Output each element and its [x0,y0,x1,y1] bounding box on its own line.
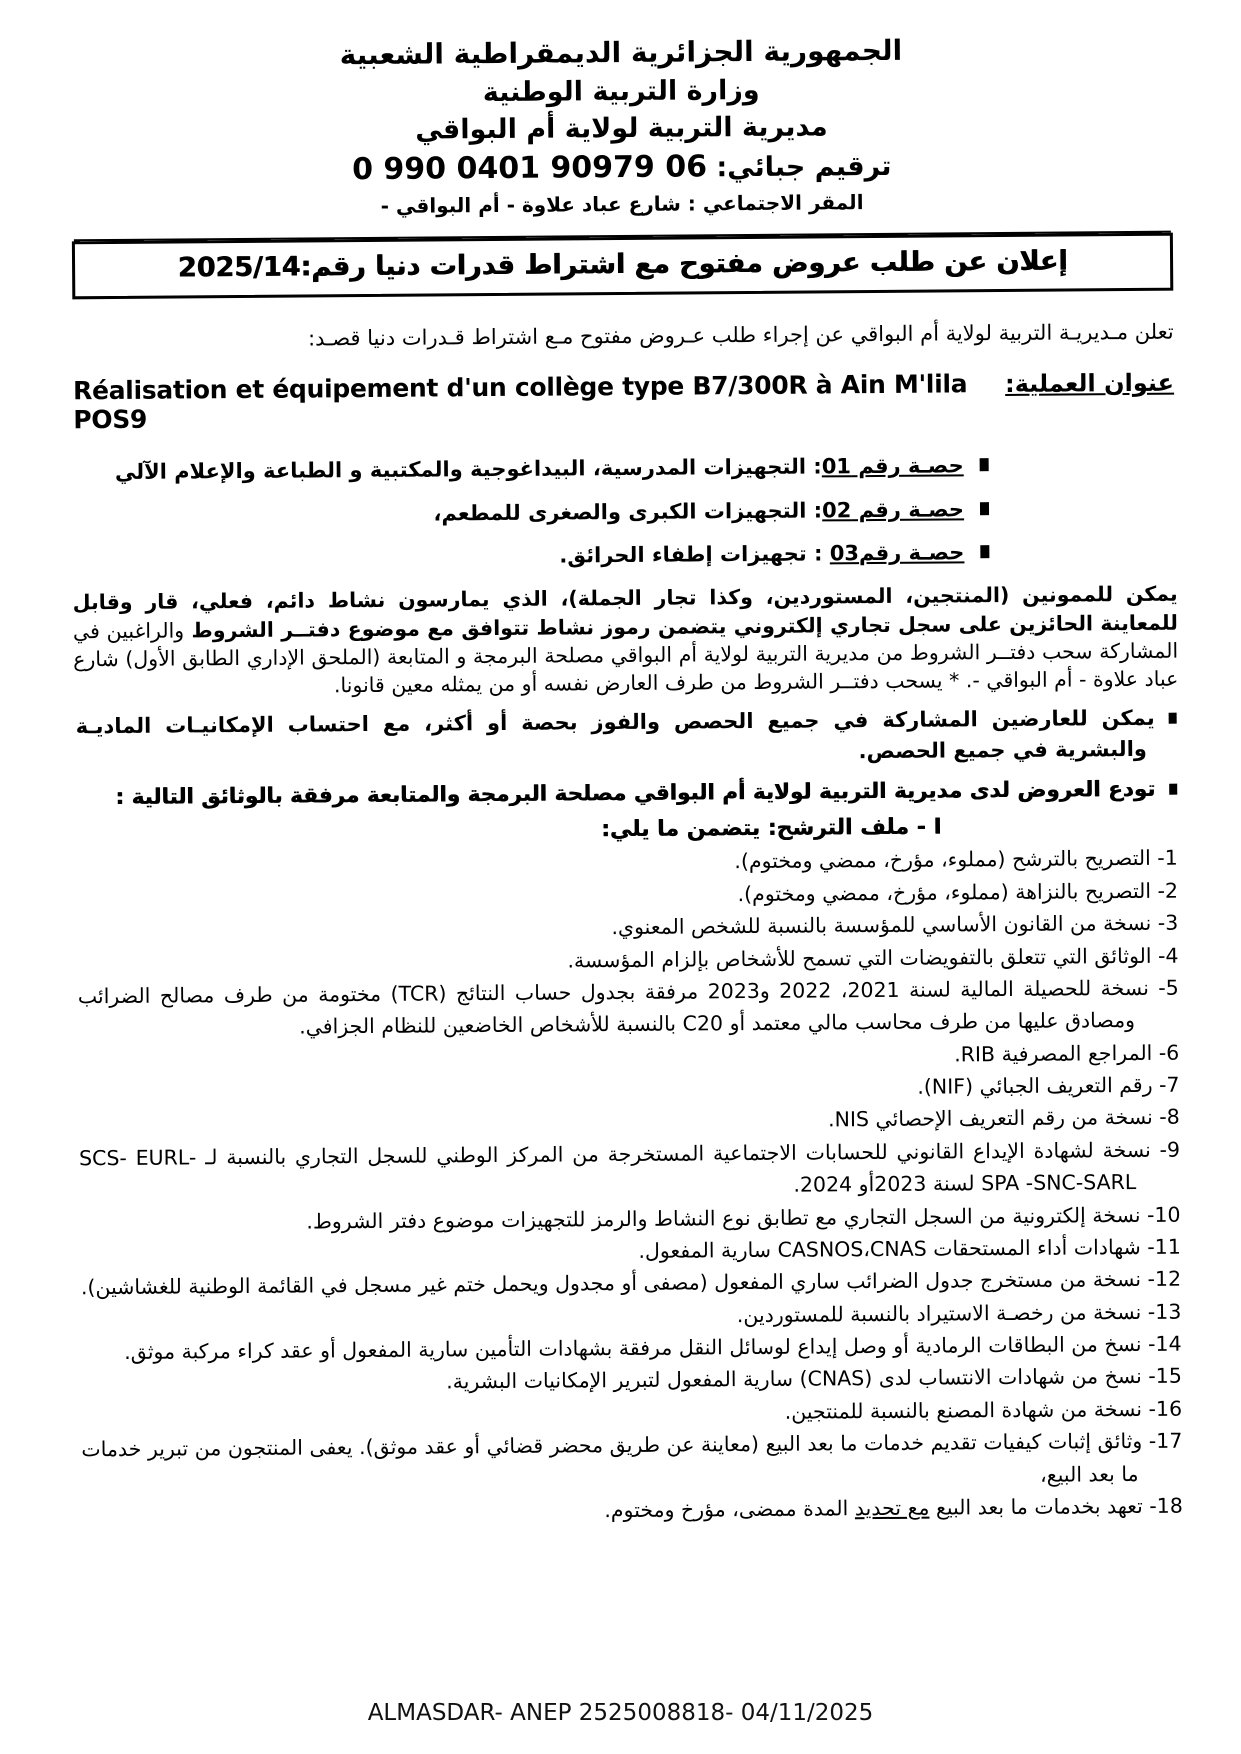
square-bullet-icon [980,458,989,471]
list-item: 13- نسخة من رخصـة الاستيراد بالنسبة للمستوردين. [736,1299,1182,1327]
intro-paragraph: تعلن مـديريـة التربية لولاية أم البواقي عن إجراء طلب عـروض مفتوح مـع اشتراط قـدرات دنيا قصـد: [307,319,1174,351]
list-item: 12- نسخة من مستخرج جدول الضرائب ساري المفعول (مصفى أو مجدول ويحمل ختم غير مسجل في القائمة الوطنية للغشاشين). [80,1266,1182,1300]
dossier-section-heading: I - ملف الترشح: يتضمن ما يلي: [600,814,942,843]
submission-text: تودع العروض لدى مديرية التربية لولاية أم البواقي مصلحة البرمجة والمتابعة مرفقة بالوثائق التالية : [115,777,1156,811]
lot-item-2 [72,495,989,531]
lot-label: حصـة رقم 01 [821,453,964,479]
list-item: 7- رقم التعريف الجبائي (NIF). [917,1072,1180,1099]
lot-text: : التجهيزات المدرسية، البيداغوجية والمكتبية و الطباعة والإعلام الآلي [114,454,822,485]
lot-item-1 [72,451,989,487]
square-bullet-icon [1169,713,1177,724]
list-item: 3- نسخة من القانون الأساسي للمؤسسة بالنسبة للشخص المعنوي. [611,910,1179,940]
list-item: 10- نسخة إلكترونية من السجل التجاري مع تطابق نوع النشاط والرمز للتجهيزات موضوع دفتر الشروط. [306,1202,1181,1234]
list-item: 16- نسخة من شهادة المصنع بالنسبة للمنتجين. [784,1396,1183,1424]
republic-name: الجمهورية الجزائرية الديمقراطية الشعبية [339,33,903,72]
list-item: 17- وثائق إثبات كيفيات تقديم خدمات ما بعد البيع (معاينة عن طريق محضر قضائي أو عقد موثق). يعفى المنتجون من تبرير خدمات ما بعد البيع، [81,1428,1183,1487]
suppliers-paragraph-regular: والراغبين في المشاركة سحب دفتــر الشروط من مديرية التربية لولاية أم البواقي مصلحة البرمجة و المتابعة (الملحق الإداري الطابق الأول) شارع عباد علاوة - أم البواقي -. * يسحب دفتــر الشروط من طرف العارض نفسه أو من يمثله معين قانونا. [72,617,1179,698]
square-bullet-icon [980,502,989,515]
submission-bullet [76,774,1177,814]
item18-pre: 18- تعهد بخدمات ما بعد البيع [929,1493,1183,1520]
list-item: 2- التصريح بالنزاهة (مملوء، مؤرخ، ممضي ومختوم). [737,878,1179,906]
item18-post: المدة ممضى، مؤرخ ومختوم. [604,1496,855,1523]
lots-list [72,451,990,573]
ministry-name: وزارة التربية الوطنية [482,74,760,108]
suppliers-paragraph [73,580,1179,702]
directorate-name: مديرية التربية لولاية أم البواقي [415,111,828,146]
participation-bullet [76,703,1177,773]
headquarters-address: المقر الاجتماعي : شارع عباد علاوة - أم البواقي - [380,189,864,218]
suppliers-paragraph-bold: يمكن للممونين (المنتجين، المستوردين، وكذا تجار الجملة)، الذي يمارسون نشاط دائم، فعلي، قار وقابل للمعاينة الحائزين على سجل تجاري إلكتروني يتضمن رموز نشاط تتوافق مع موضوع دفتــر الشروط [72,581,1179,642]
operation-title-french: Réalisation et équipement d'un collège type B7/300R à Ain M'lila POS9 [72,369,968,435]
square-bullet-icon [980,545,989,558]
list-item: 9- نسخة لشهادة الإيداع القانوني للحسابات الاجتماعية المستخرجة من المركز الوطني للسجل التجاري بالنسبة لـ SCS- EURL-SPA -SNC-SARL لسنة 2023أو 2024. [78,1137,1181,1197]
list-item: 15- نسخ من شهادات الانتساب لدى (CNAS) سارية المفعول لتبرير الإمكانيات البشرية. [446,1364,1182,1394]
announcement-title-box [72,232,1173,299]
anep-reference: ALMASDAR- ANEP 2525008818- 04/11/2025 [367,1700,874,1726]
tax-id-number: 0 990 0401 90979 06 [351,149,708,188]
list-item: 6- المراجع المصرفية RIB. [954,1040,1180,1067]
lot-label: حصـة رقم03 [829,540,965,566]
lot-item-3 [72,538,989,574]
dossier-document-list [77,842,1183,1531]
item18-underlined: مع تحديد [854,1495,930,1521]
letterhead [68,30,1174,223]
operation-title-row [73,368,1174,435]
participation-text: يمكن للعارضين المشاركة في جميع الحصص والفوز بحصة أو أكثر، مع احتساب الإمكانيـات الماديـة والبشرية في جميع الحصص. [75,706,1155,763]
lot-text: : تجهيزات إطفاء الحرائق. [559,541,830,568]
lot-text: : التجهيزات الكبرى والصغرى للمطعم، [433,497,823,526]
operation-label: عنوان العملية: [1004,368,1175,399]
list-item: 8- نسخة من رقم التعريف الإحصائي NIS. [827,1105,1180,1132]
tax-id-label: ترقيم جبائي: [716,151,892,184]
lot-label: حصـة رقم 02 [822,496,965,522]
list-item: 4- الوثائق التي تتعلق بالتفويضات التي تسمح للأشخاص بإلزام المؤسسة. [567,943,1179,972]
list-item: 14- نسخ من البطاقات الرمادية أو وصل إيداع لوسائل النقل مرفقة بشهادات التأمين سارية المفعول أو عقد كراء مركبة موثق. [124,1331,1182,1364]
announcement-title: إعلان عن طلب عروض مفتوح مع اشتراط قدرات دنيا رقم:2025/14 [177,245,1068,284]
list-item: 5- نسخة للحصيلة المالية لسنة 2021، 2022 و2023 مرفقة بجدول حساب النتائج (TCR) مختومة من طرف مصالح الضرائب ومصادق عليها من طرف محاسب مالي معتمد أو C20 بالنسبة للأشخاص الخاضعين للنظام الجزافي. [77,975,1179,1039]
list-item: 11- شهادات أداء المستحقات CASNOS،CNAS سارية المفعول. [638,1234,1181,1263]
square-bullet-icon [1169,784,1177,795]
list-item: 1- التصريح بالترشح (مملوء، مؤرخ، ممضي ومختوم). [734,846,1178,874]
